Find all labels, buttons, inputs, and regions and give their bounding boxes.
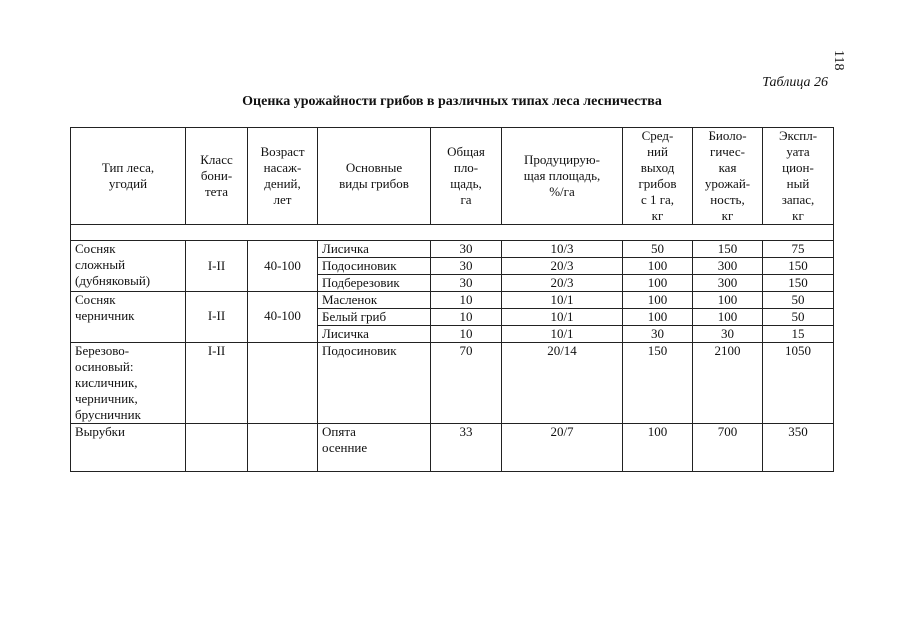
bio-cell: 30 [693, 326, 763, 343]
exploit-cell: 150 [763, 258, 834, 275]
productive-cell: 20/3 [502, 258, 623, 275]
col-header-bio-yield: Биоло- гичес- кая урожай- ность, кг [693, 128, 763, 225]
area-cell: 70 [431, 343, 502, 424]
species-cell: Лисичка [318, 326, 431, 343]
mushroom-yield-table [70, 127, 834, 472]
species-cell: Подосиновик [318, 258, 431, 275]
species-cell: Опята осенние [318, 424, 431, 472]
table-title: Оценка урожайности грибов в различных типах леса лесничества [242, 94, 662, 109]
bio-cell: 300 [693, 258, 763, 275]
species-cell: Белый гриб [318, 309, 431, 326]
bio-cell: 100 [693, 292, 763, 309]
productive-cell: 20/3 [502, 275, 623, 292]
area-cell: 10 [431, 309, 502, 326]
table-row [71, 241, 834, 258]
site-class-cell: I-II [186, 343, 248, 424]
exploit-cell: 150 [763, 275, 834, 292]
yield-cell: 100 [623, 275, 693, 292]
productive-cell: 10/1 [502, 292, 623, 309]
productive-cell: 10/1 [502, 309, 623, 326]
stand-age-cell [248, 343, 318, 424]
area-cell: 30 [431, 275, 502, 292]
col-header-stand-age: Возраст насаж- дений, лет [248, 128, 318, 225]
species-cell: Масленок [318, 292, 431, 309]
productive-cell: 20/7 [502, 424, 623, 472]
forest-type-cell: Березово- осиновый: кисличник, черничник, брусничник [71, 343, 186, 424]
area-cell: 30 [431, 241, 502, 258]
stand-age-cell [248, 424, 318, 472]
forest-type-cell: Сосняк сложный (дубняковый) [71, 241, 186, 292]
col-header-exploit-stock: Экспл- уата цион- ный запас, кг [763, 128, 834, 225]
bio-cell: 2100 [693, 343, 763, 424]
site-class-cell: I-II [186, 292, 248, 343]
yield-cell: 100 [623, 309, 693, 326]
exploit-cell: 75 [763, 241, 834, 258]
col-header-productive-area: Продуцирую- щая площадь, %/га [502, 128, 623, 225]
col-header-total-area: Общая пло- щадь, га [431, 128, 502, 225]
bio-cell: 100 [693, 309, 763, 326]
table-row [71, 424, 834, 472]
bio-cell: 300 [693, 275, 763, 292]
yield-cell: 100 [623, 258, 693, 275]
table-row [71, 343, 834, 424]
col-header-species: Основные виды грибов [318, 128, 431, 225]
yield-cell: 100 [623, 292, 693, 309]
yield-cell: 50 [623, 241, 693, 258]
spacer-row [71, 225, 834, 241]
exploit-cell: 15 [763, 326, 834, 343]
area-cell: 10 [431, 326, 502, 343]
forest-type-cell: Сосняк черничник [71, 292, 186, 343]
productive-cell: 20/14 [502, 343, 623, 424]
stand-age-cell: 40-100 [248, 241, 318, 292]
forest-type-cell: Вырубки [71, 424, 186, 472]
site-class-cell [186, 424, 248, 472]
bio-cell: 150 [693, 241, 763, 258]
yield-cell: 100 [623, 424, 693, 472]
exploit-cell: 350 [763, 424, 834, 472]
table-label: Таблица 26 [762, 75, 828, 90]
area-cell: 33 [431, 424, 502, 472]
exploit-cell: 50 [763, 309, 834, 326]
species-cell: Подберезовик [318, 275, 431, 292]
page-number: 118 [831, 50, 846, 71]
header-row [71, 128, 834, 225]
species-cell: Подосиновик [318, 343, 431, 424]
col-header-forest-type: Тип леса, угодий [71, 128, 186, 225]
stand-age-cell: 40-100 [248, 292, 318, 343]
bio-cell: 700 [693, 424, 763, 472]
productive-cell: 10/3 [502, 241, 623, 258]
yield-cell: 150 [623, 343, 693, 424]
site-class-cell: I-II [186, 241, 248, 292]
productive-cell: 10/1 [502, 326, 623, 343]
exploit-cell: 50 [763, 292, 834, 309]
area-cell: 30 [431, 258, 502, 275]
table-row [71, 292, 834, 309]
col-header-avg-yield: Сред- ний выход грибов с 1 га, кг [623, 128, 693, 225]
yield-cell: 30 [623, 326, 693, 343]
col-header-site-class: Класс бони- тета [186, 128, 248, 225]
exploit-cell: 1050 [763, 343, 834, 424]
area-cell: 10 [431, 292, 502, 309]
species-cell: Лисичка [318, 241, 431, 258]
